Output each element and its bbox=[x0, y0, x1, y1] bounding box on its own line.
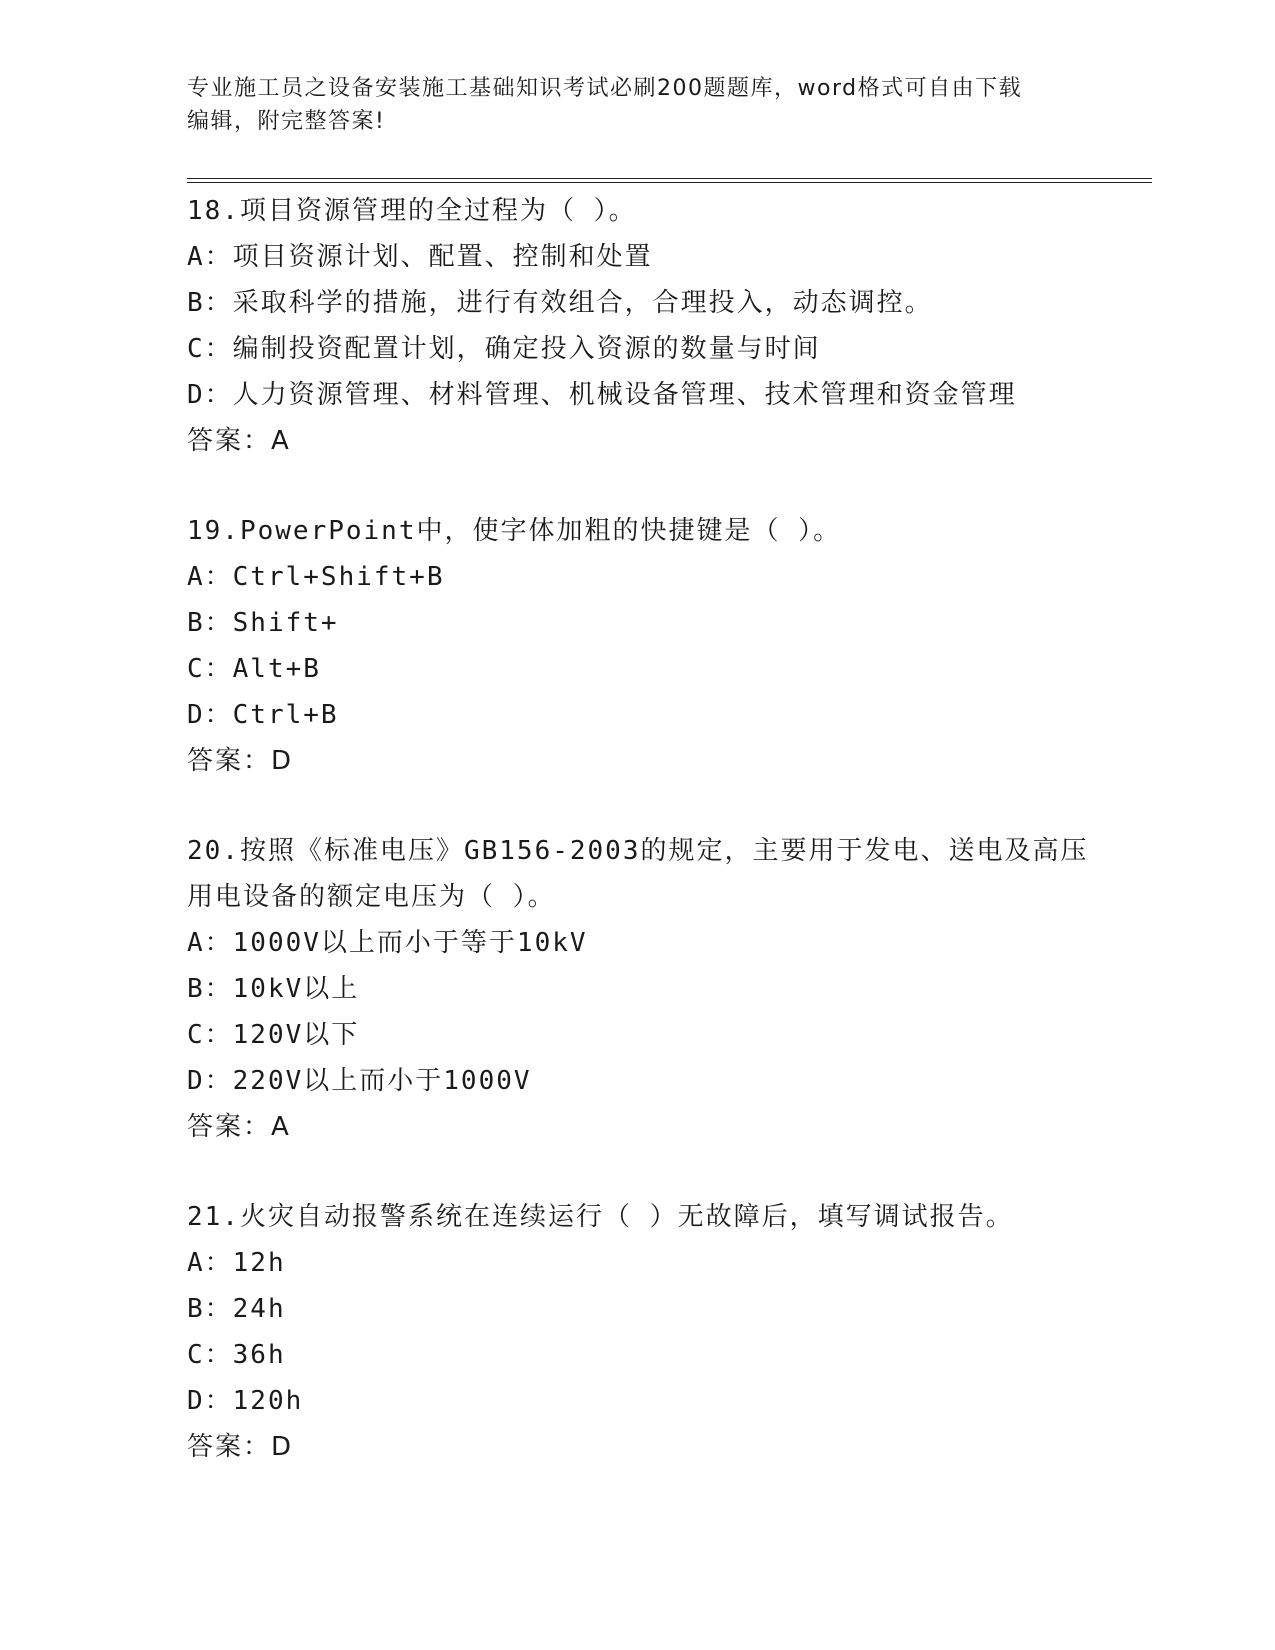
question-21 bbox=[187, 1194, 1107, 1470]
document-header bbox=[187, 72, 1087, 138]
option-a: A：12h bbox=[187, 1248, 286, 1278]
option-a: A：Ctrl+Shift+B bbox=[187, 562, 445, 592]
answer: 答案：A bbox=[187, 426, 291, 456]
header-divider bbox=[187, 178, 1152, 183]
option-c: C：36h bbox=[187, 1340, 286, 1370]
question-list bbox=[187, 188, 1107, 1514]
header-title-line-2: 编辑，附完整答案! bbox=[187, 109, 386, 134]
answer: 答案：A bbox=[187, 1112, 291, 1142]
answer: 答案：D bbox=[187, 1432, 294, 1462]
option-c: C：Alt+B bbox=[187, 654, 321, 684]
question-19 bbox=[187, 508, 1107, 784]
option-c: C：编制投资配置计划，确定投入资源的数量与时间 bbox=[187, 334, 821, 364]
header-title-line-1: 专业施工员之设备安装施工基础知识考试必刷200题题库，word格式可自由下载 bbox=[187, 76, 1023, 101]
question-stem-continued: 用电设备的额定电压为（ ）。 bbox=[187, 882, 556, 912]
option-c: C：120V以下 bbox=[187, 1020, 360, 1050]
question-stem: 19.PowerPoint中，使字体加粗的快捷键是（ ）。 bbox=[187, 516, 842, 546]
option-b: B：Shift+ bbox=[187, 608, 339, 638]
option-d: D：120h bbox=[187, 1386, 304, 1416]
option-b: B：24h bbox=[187, 1294, 286, 1324]
option-a: A：项目资源计划、配置、控制和处置 bbox=[187, 242, 653, 272]
option-d: D：Ctrl+B bbox=[187, 700, 339, 730]
answer: 答案：D bbox=[187, 746, 294, 776]
option-b: B：10kV以上 bbox=[187, 974, 360, 1004]
option-b: B：采取科学的措施，进行有效组合，合理投入，动态调控。 bbox=[187, 288, 933, 318]
option-a: A：1000V以上而小于等于10kV bbox=[187, 928, 588, 958]
question-18 bbox=[187, 188, 1107, 464]
option-d: D：220V以上而小于1000V bbox=[187, 1066, 532, 1096]
question-stem: 18.项目资源管理的全过程为（ ）。 bbox=[187, 196, 637, 226]
question-stem: 21.火灾自动报警系统在连续运行（ ）无故障后，填写调试报告。 bbox=[187, 1202, 1014, 1232]
question-stem: 20.按照《标准电压》GB156-2003的规定，主要用于发电、送电及高压 bbox=[187, 836, 1089, 866]
option-d: D：人力资源管理、材料管理、机械设备管理、技术管理和资金管理 bbox=[187, 380, 1017, 410]
question-20 bbox=[187, 828, 1107, 1150]
